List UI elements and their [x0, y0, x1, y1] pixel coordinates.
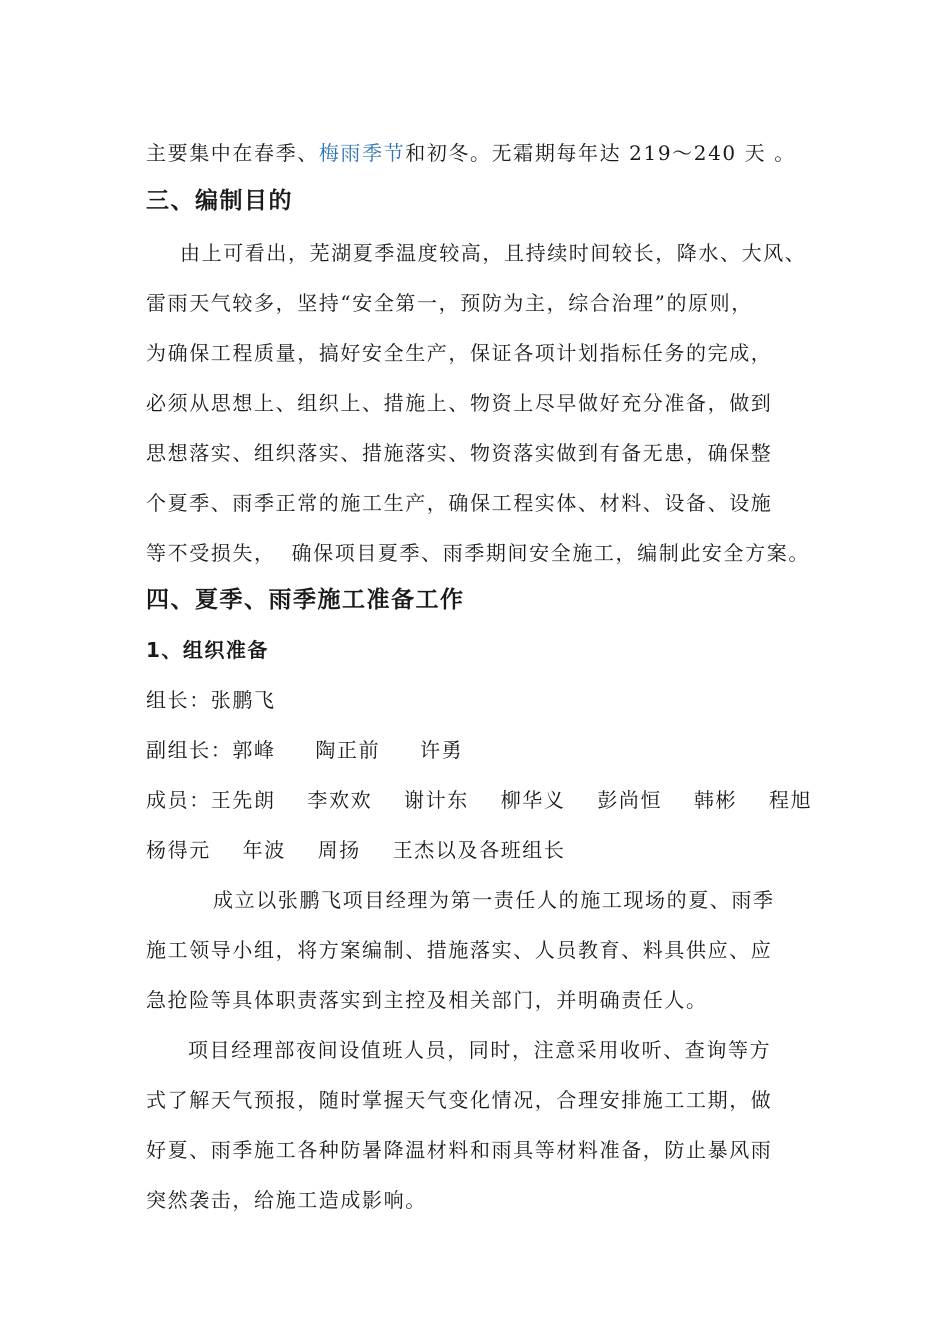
- organization-paragraph-line: 成立以张鹏飞项目经理为第一责任人的施工现场的夏、雨季: [213, 888, 775, 912]
- purpose-line: 等不受损失， 确保项目夏季、雨季期间安全施工，编制此安全方案。: [146, 541, 810, 565]
- members-line: 杨得元 年波 周扬 王杰以及各班组长: [146, 838, 566, 862]
- section-heading-purpose: 三、编制目的: [146, 188, 293, 214]
- meiyu-season-link[interactable]: 梅雨季节: [318, 141, 406, 165]
- purpose-line: 雷雨天气较多，坚持“安全第一，预防为主，综合治理”的原则，: [146, 291, 753, 315]
- intro-line: 主要集中在春季、梅雨季节和初冬。无霜期每年达 219～240 天 。: [146, 141, 796, 165]
- organization-paragraph-line: 急抢险等具体职责落实到主控及相关部门，并明确责任人。: [146, 988, 708, 1012]
- purpose-line: 由上可看出，芜湖夏季温度较高，且持续时间较长，降水、大风、: [180, 241, 807, 265]
- group-leader: 组长：张鹏飞: [146, 688, 276, 712]
- organization-paragraph-line: 施工领导小组，将方案编制、措施落实、人员教育、料具供应、应: [146, 938, 773, 962]
- duty-paragraph-line: 项目经理部夜间设值班人员，同时，注意采用收听、查询等方: [188, 1038, 772, 1062]
- duty-paragraph-line: 好夏、雨季施工各种防暑降温材料和雨具等材料准备，防止暴风雨: [146, 1138, 773, 1162]
- duty-paragraph-line: 突然袭击，给施工造成影响。: [146, 1188, 427, 1212]
- section-heading-preparation: 四、夏季、雨季施工准备工作: [146, 587, 465, 613]
- members-line: 成员：王先朗 李欢欢 谢计东 柳华义 彭尚恒 韩彬 程旭: [146, 788, 813, 812]
- purpose-line: 为确保工程质量，搞好安全生产，保证各项计划指标任务的完成，: [146, 341, 773, 365]
- subheading-organization: 1、组织准备: [146, 638, 269, 662]
- purpose-line: 必须从思想上、组织上、措施上、物资上尽早做好充分准备，做到: [146, 391, 773, 415]
- purpose-line: 思想落实、组织落实、措施落实、物资落实做到有备无患，确保整: [146, 441, 773, 465]
- deputy-leaders: 副组长：郭峰 陶正前 许勇: [146, 738, 464, 762]
- duty-paragraph-line: 式了解天气预报，随时掌握天气变化情况，合理安排施工工期，做: [146, 1088, 773, 1112]
- purpose-line: 个夏季、雨季正常的施工生产，确保工程实体、材料、设备、设施: [146, 491, 773, 515]
